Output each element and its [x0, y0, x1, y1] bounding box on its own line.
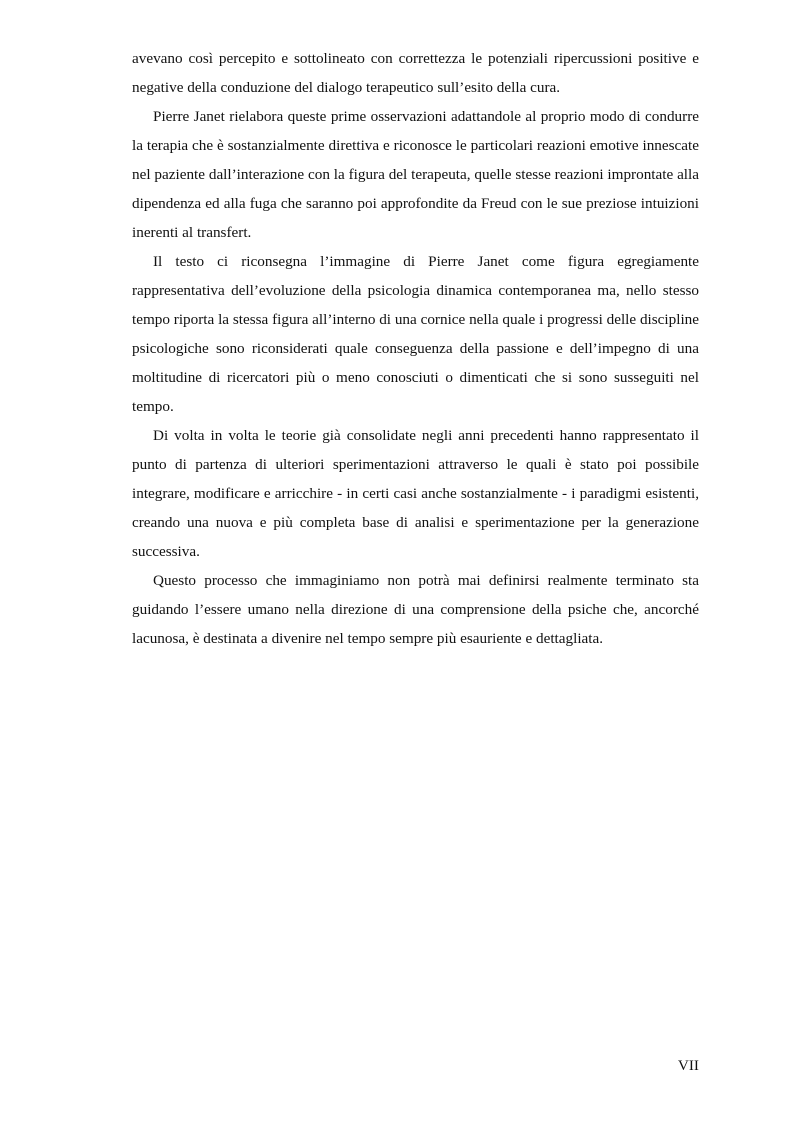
paragraph-5: Questo processo che immaginiamo non potrà mai definirsi realmente terminato sta guidando l’essere umano nella direzione di una comprensione della psiche che, ancorché lacunosa, è destinata a divenire nel tempo sempre più esauriente e dettagliata. [132, 572, 699, 647]
page-number: VII [677, 1057, 699, 1074]
paragraph-2: Pierre Janet rielabora queste prime osservazioni adattandole al proprio modo di condurre la terapia che è sostanzialmente direttiva e riconosce le particolari reazioni emotive innescate nel paziente dall’interazione con la figura del terapeuta, quelle stesse reazioni improntate alla dipendenza ed alla fuga che saranno poi approfondite da Freud con le sue preziose intuizioni inerenti al transfert. [132, 108, 699, 241]
body-text [132, 44, 699, 653]
paragraph-4: Di volta in volta le teorie già consolidate negli anni precedenti hanno rappresentato il punto di partenza di ulteriori sperimentazioni attraverso le quali è stato poi possibile integrare, modificare e arricchire - in certi casi anche sostanzialmente - i paradigmi esistenti, creando una nuova e più completa base di analisi e sperimentazione per la generazione successiva. [132, 427, 699, 560]
paragraph-1: avevano così percepito e sottolineato con correttezza le potenziali ripercussioni positive e negative della conduzione del dialogo terapeutico sull’esito della cura. [132, 50, 699, 96]
paragraph-3: Il testo ci riconsegna l’immagine di Pierre Janet come figura egregiamente rappresentativa dell’evoluzione della psicologia dinamica contemporanea ma, nello stesso tempo riporta la stessa figura all’interno di una cornice nella quale i progressi delle discipline psicologiche sono riconsiderati quale conseguenza della passione e dell’impegno di una moltitudine di ricercatori più o meno conosciuti o dimenticati che si sono susseguiti nel tempo. [132, 253, 699, 415]
